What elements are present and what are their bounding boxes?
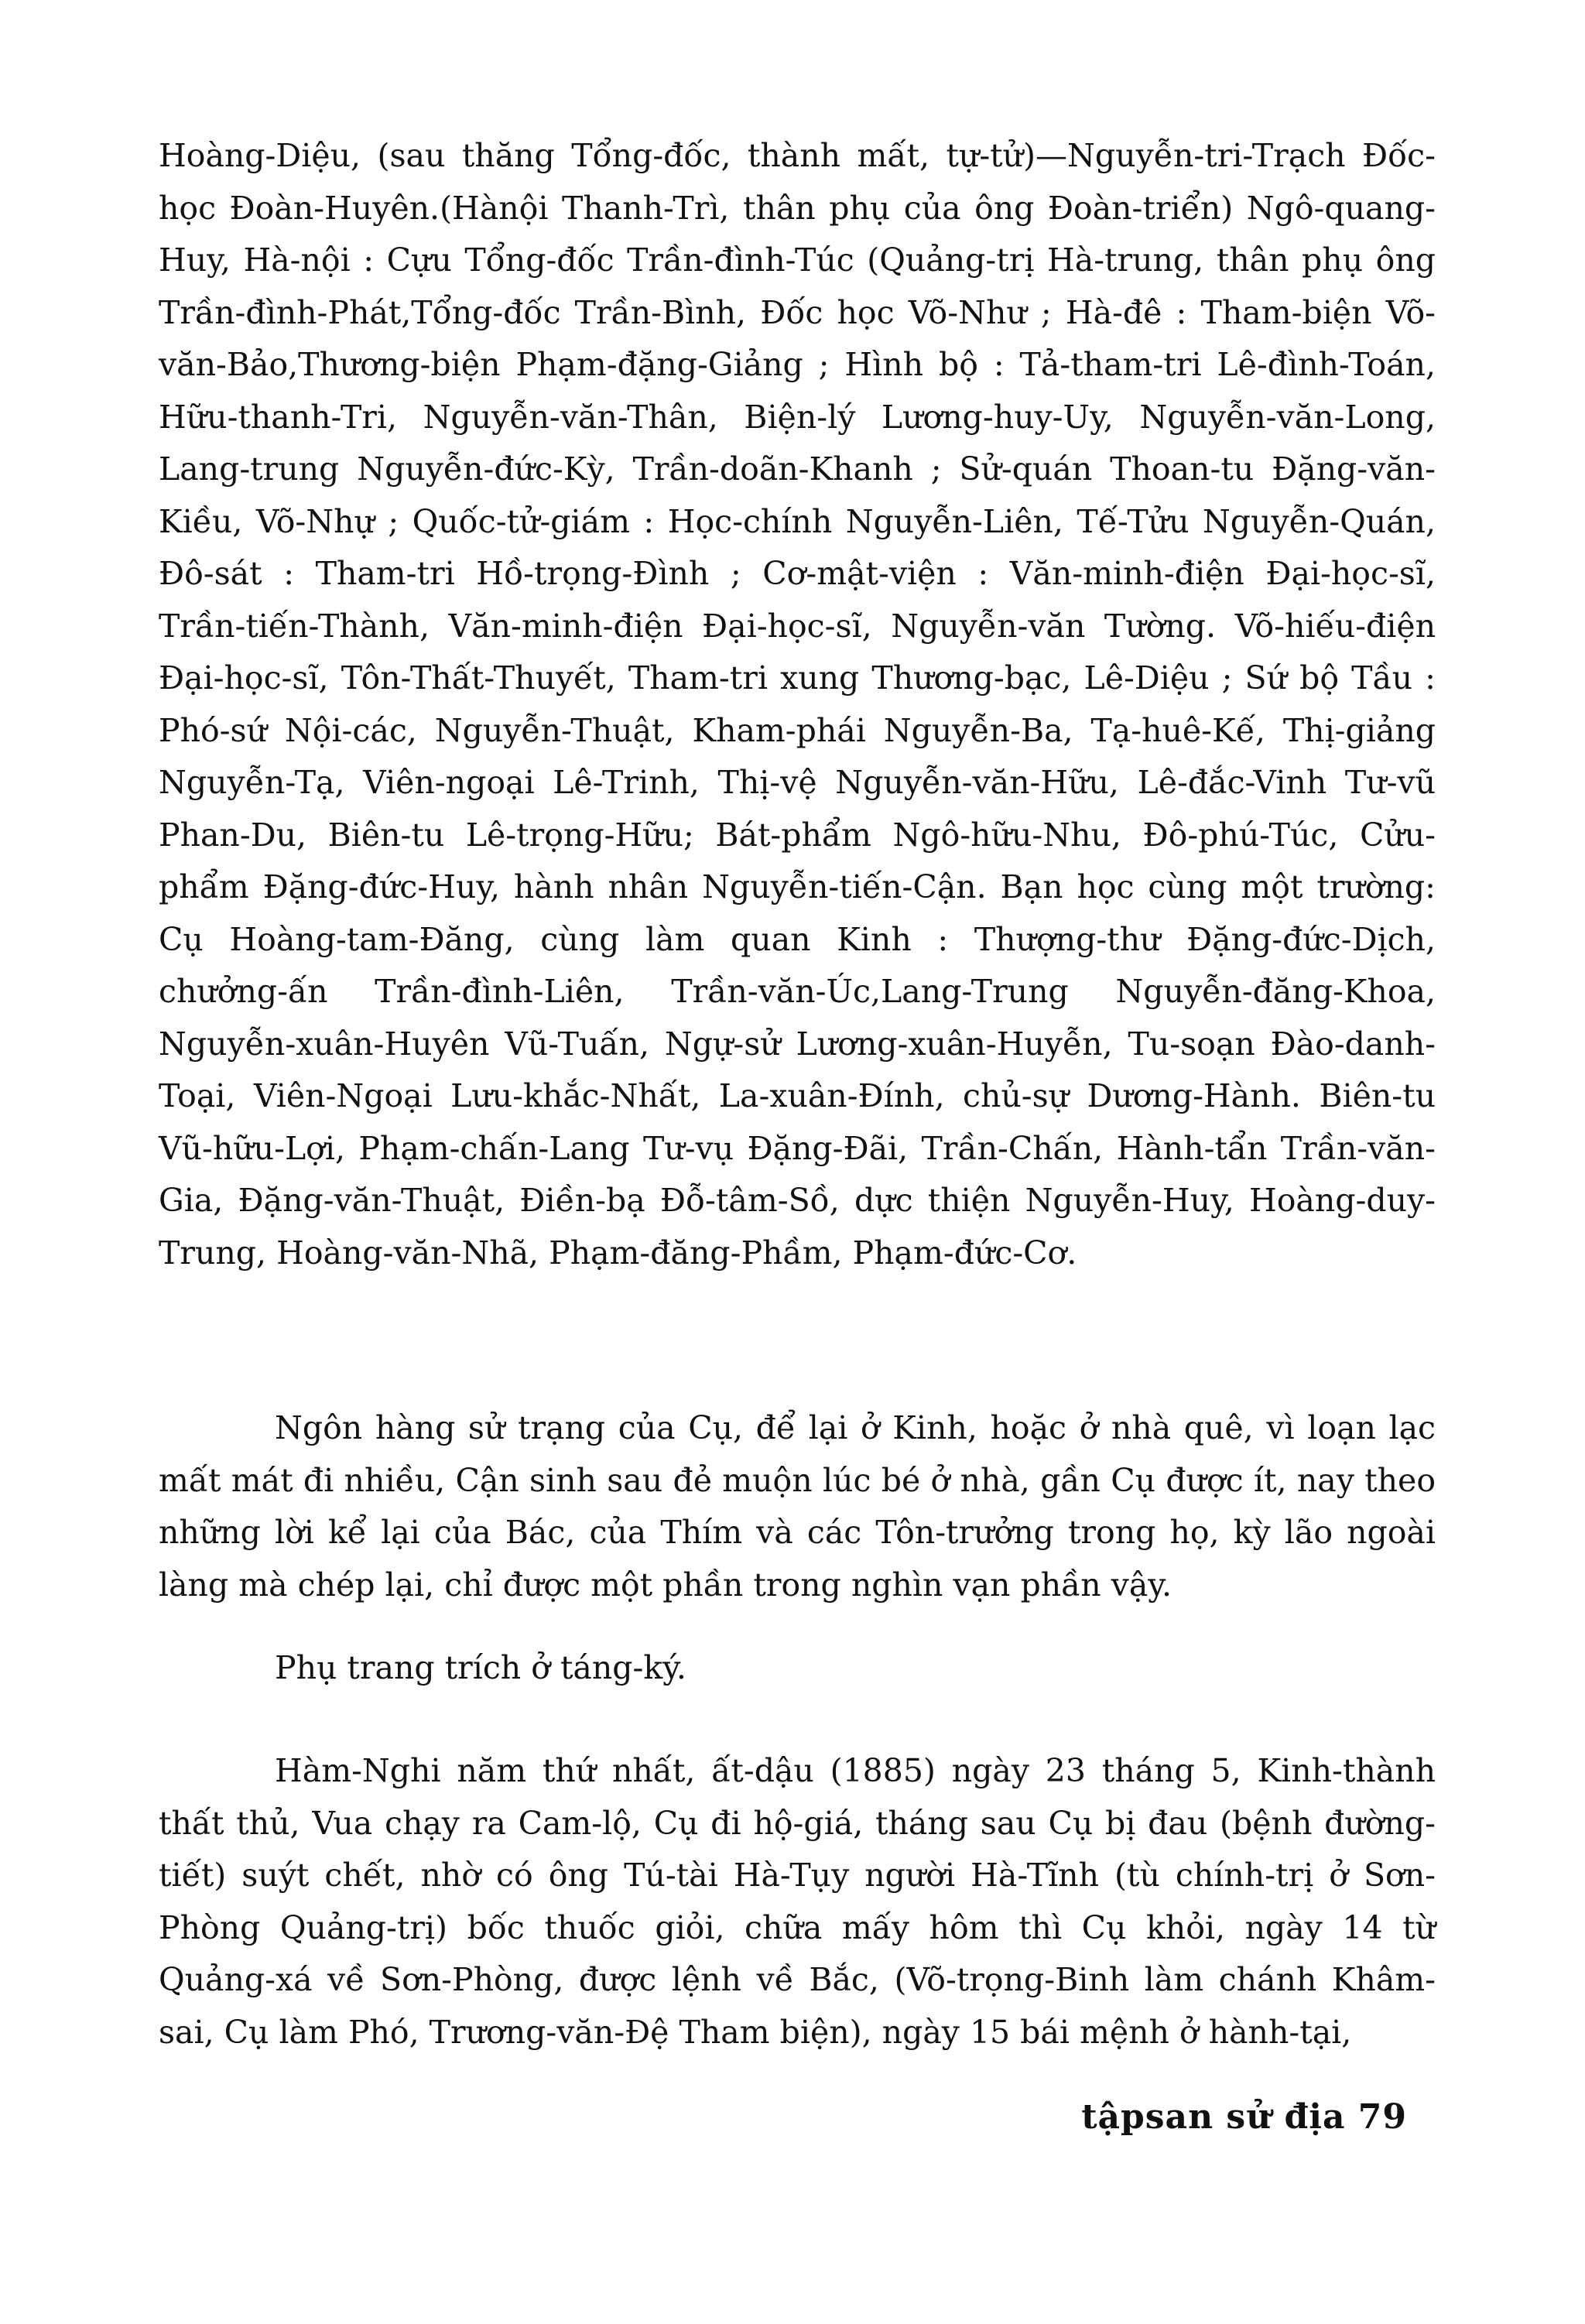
paragraph-ham-nghi — [159, 1745, 1436, 2059]
body-paragraph-3: Phụ trang trích ở táng-ký. — [275, 1649, 686, 1686]
body-paragraph-4: Hàm-Nghi năm thứ nhất, ất-dậu (1885) ngày 23 tháng 5, Kinh-thành thất thủ, Vua chạy ra Cam-lộ, Cụ đi hộ-giá, tháng sau Cụ bị đau (bệnh đường-tiết) suýt chết, nhờ có ông Tú-tài Hà-Tụy người Hà-Tĩnh (tù chính-trị ở Sơn-Phòng Quảng-trị) bốc thuốc giỏi, chữa mấy hôm thì Cụ khỏi, ngày 14 từ Quảng-xá về Sơn-Phòng, được lệnh về Bắc, (Võ-trọng-Binh làm chánh Khâm-sai, Cụ làm Phó, Trương-văn-Đệ Tham biện), ngày 15 bái mệnh ở hành-tại, — [159, 1752, 1436, 2051]
paragraph-names-list — [159, 130, 1436, 1279]
body-paragraph-1: Hoàng-Diệu, (sau thăng Tổng-đốc, thành mất, tự-tử)—Nguyễn-tri-Trạch Đốc-học Đoàn-Huyên.(Hànội Thanh-Trì, thân phụ của ông Đoàn-triển) Ngô-quang-Huy, Hà-nội : Cựu Tổng-đốc Trần-đình-Túc (Quảng-trị Hà-trung, thân phụ ông Trần-đình-Phát,Tổng-đốc Trần-Bình, Đốc học Võ-Như ; Hà-đê : Tham-biện Võ-văn-Bảo,Thương-biện Phạm-đặng-Giảng ; Hình bộ : Tả-tham-tri Lê-đình-Toán, Hữu-thanh-Tri, Nguyễn-văn-Thân, Biện-lý Lương-huy-Uy, Nguyễn-văn-Long, Lang-trung Nguyễn-đức-Kỳ, Trần-doãn-Khanh ; Sử-quán Thoan-tu Đặng-văn-Kiều, Võ-Nhự ; Quốc-tử-giám : Học-chính Nguyễn-Liên, Tế-Tửu Nguyễn-Quán, Đô-sát : Tham-tri Hồ-trọng-Đình ; Cơ-mật-viện : Văn-minh-điện Đại-học-sĩ, Trần-tiến-Thành, Văn-minh-điện Đại-học-sĩ, Nguyễn-văn Tường. Võ-hiếu-điện Đại-học-sĩ, Tôn-Thất-Thuyết, Tham-tri xung Thương-bạc, Lê-Diệu ; Sứ bộ Tầu : Phó-sứ Nội-các, Nguyễn-Thuật, Kham-phái Nguyễn-Ba, Tạ-huê-Kế, Thị-giảng Nguyễn-Tạ, Viên-ngoại Lê-Trinh, Thị-vệ Nguyễn-văn-Hữu, Lê-đắc-Vinh Tư-vũ Phan-Du, Biên-tu Lê-trọng-Hữu; Bát-phẩm Ngô-hữu-Nhu, Đô-phú-Túc, Cửu-phẩm Đặng-đức-Huy, hành nhân Nguyễn-tiến-Cận. Bạn học cùng một trường: Cụ Hoàng-tam-Đăng, cùng làm quan Kinh : Thượng-thư Đặng-đức-Dịch, chưởng-ấn Trần-đình-Liên, Trần-văn-Úc,Lang-Trung Nguyễn-đăng-Khoa, Nguyễn-xuân-Huyên Vũ-Tuấn, Ngự-sử Lương-xuân-Huyễn, Tu-soạn Đào-danh-Toại, Viên-Ngoại Lưu-khắc-Nhất, La-xuân-Đính, chủ-sự Dương-Hành. Biên-tu Vũ-hữu-Lợi, Phạm-chấn-Lang Tư-vụ Đặng-Đãi, Trần-Chấn, Hành-tẩn Trần-văn-Gia, Đặng-văn-Thuật, Điền-bạ Đỗ-tâm-Sồ, dực thiện Nguyễn-Huy, Hoàng-duy-Trung, Hoàng-văn-Nhã, Phạm-đăng-Phầm, Phạm-đức-Cơ. — [159, 137, 1436, 1272]
paragraph-notes — [159, 1402, 1436, 1611]
paragraph-appendix-heading — [159, 1642, 1436, 1695]
journal-page-footer: tậpsan sử địa 79 — [1081, 2097, 1407, 2137]
body-paragraph-2: Ngôn hàng sử trạng của Cụ, để lại ở Kinh, hoặc ở nhà quê, vì loạn lạc mất mát đi nhiều, Cận sinh sau đẻ muộn lúc bé ở nhà, gần Cụ được ít, nay theo những lời kể lại của Bác, của Thím và các Tôn-trưởng trong họ, kỳ lão ngoài làng mà chép lại, chỉ được một phần trong nghìn vạn phần vậy. — [159, 1409, 1436, 1604]
